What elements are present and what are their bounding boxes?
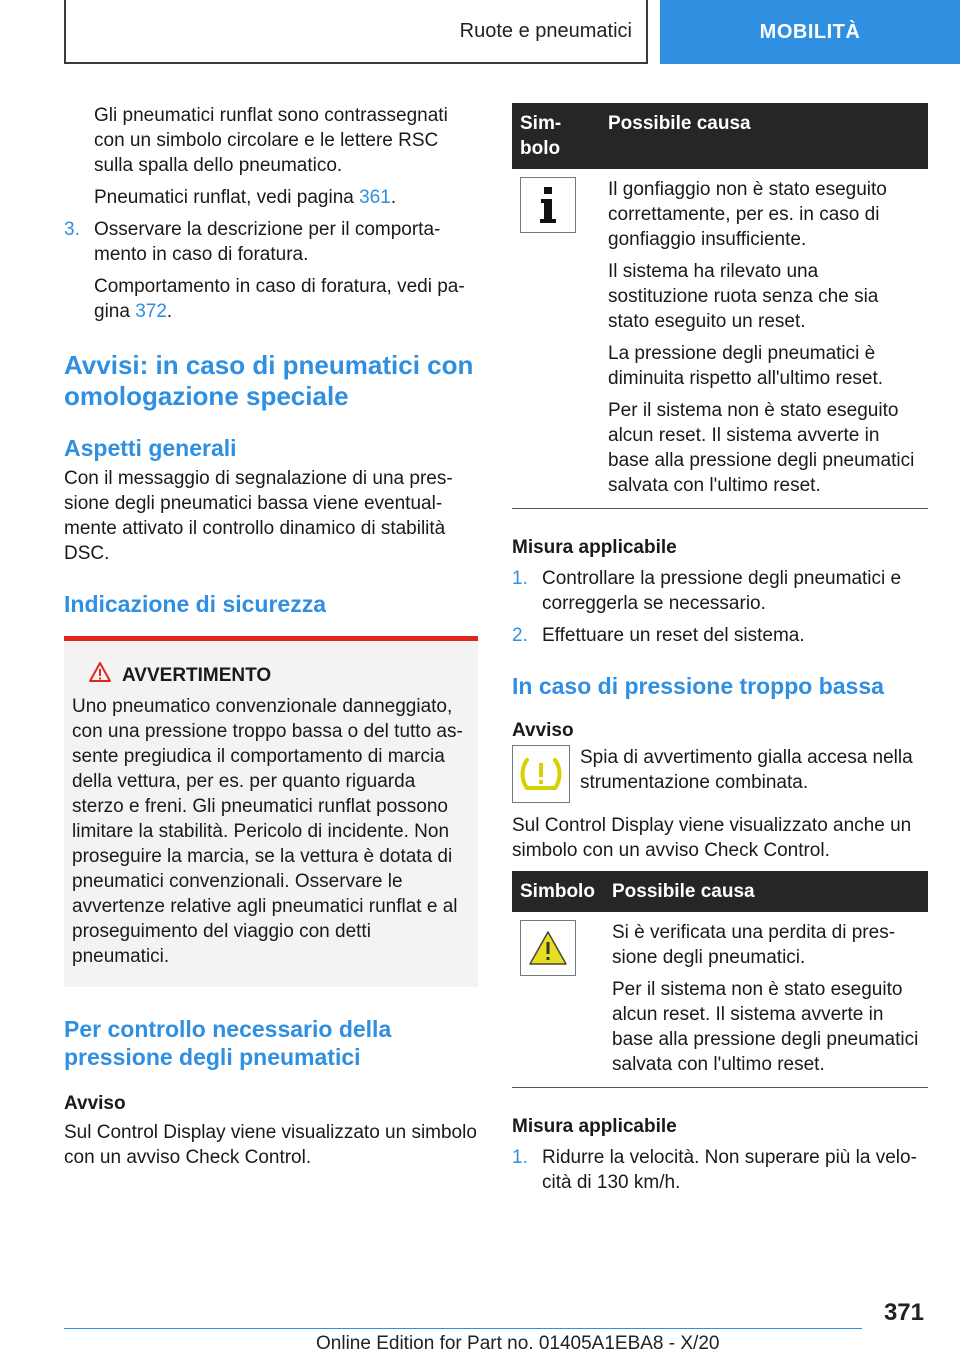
left-column [64,103,478,1170]
cause-table-1 [512,103,928,509]
list-item [512,623,928,648]
measure-title: Misura applicabile [512,1116,677,1137]
cause-text: Per il sistema non è stato eseguito alcun reset. Il sistema avverte in base alla pressione degli pneumatici salvata con l'ultimo reset. [612,979,919,1075]
general-text: Con il messaggio di segnalazione di una pressione degli pneumatici bassa viene eventualmente attivato il controllo dinamico di stabilità DSC. [64,468,453,564]
section-title: Ruote e pneumatici [459,19,632,42]
warning-triangle-icon [88,661,112,690]
warning-text: Uno pneumatico convenzionale danneggiato, con una pressione troppo bassa o del tutto assente pregiudica il comportamento di marcia della vettura, per es. per quanto riguarda sterzo e freni. Gli pneumatici runflat possono limitare la stabilità. Pericolo di incidente. Non proseguire la marcia, se la vettura è dotata di pneumatici convenzionali. Osservare le avvertenze relative agli pneumatici runflat e al proseguimento del viaggio con detti pneumatici. [72,696,463,967]
table-header-symbol: Simbolo [512,871,604,912]
puncture-reference: Comportamento in caso di foratura, vedi pagina 372. [94,276,465,322]
heading-safety: Indicazione di sicurezza [64,591,327,617]
cause-text: Si è verificata una perdita di pressione degli pneumatici. [612,922,896,968]
cause-text: La pressione degli pneumatici è diminuita rispetto all'ultimo reset. [608,343,884,389]
list-item [512,1145,928,1195]
list-text: Osservare la descrizione per il comportamento in caso di foratura. [94,219,441,265]
avviso-label: Avviso [512,720,574,741]
avviso-label: Avviso [64,1093,126,1114]
list-number: 1. [512,1147,528,1168]
list-number: 3. [64,219,80,240]
footer-edition: Online Edition for Part no. 01405A1EBA8 - X/20 [316,1333,720,1354]
chapter-title: MOBILITÀ [759,20,861,43]
warning-title-row [72,661,470,690]
list-text: Controllare la pressione degli pneumatici e correggerla se necessario. [542,568,902,614]
table-row [512,169,928,509]
cause-text: Il sistema ha rilevato una sostituzione ruota senza che sia stato eseguito un reset. [608,261,879,332]
list-number: 2. [512,625,528,646]
tyre-pressure-lamp-icon [512,745,570,803]
list-number: 1. [512,568,528,589]
list-item [64,217,478,267]
measure-title: Misura applicabile [512,537,677,558]
list-text: Ridurre la velocità. Non superare più la velocità di 130 km/h. [542,1147,917,1193]
heading-general: Aspetti generali [64,435,237,461]
cause-text: Il gonfiaggio non è stato eseguito correttamente, per es. in caso di gonfiaggio insufficiente. [608,179,887,250]
heading-special-tyres: Avvisi: in caso di pneumatici con omologazione speciale [64,350,474,411]
right-column [512,103,928,1195]
heading-low-pressure: In caso di pressione troppo bassa [512,673,884,699]
runflat-reference: Pneumatici runflat, vedi pagina 361. [94,187,397,208]
footer-divider [64,1328,862,1329]
avviso-text: Sul Control Display viene visualizzato un simbolo con un avviso Check Control. [64,1122,477,1168]
chapter-tab[interactable] [660,0,960,64]
info-icon [520,177,576,233]
list-item [512,566,928,616]
lamp-row [512,745,928,803]
warning-box [64,636,478,987]
page-number: 371 [883,1299,924,1326]
lamp-text: Spia di avvertimento gialla accesa nella strumentazione combinata. [580,747,913,793]
table-row [512,912,928,1088]
heading-pressure-check: Per controllo necessario della pressione degli pneumatici [64,1016,392,1070]
section-header [64,0,648,64]
page-link-372[interactable]: 372 [135,301,167,322]
page-link-361[interactable]: 361 [359,187,391,208]
list-text: Effettuare un reset del sistema. [542,625,805,646]
table-header-symbol: Simbolo [512,103,600,169]
table-header-cause: Possibile causa [600,103,928,169]
warning-triangle-icon [520,920,576,976]
cause-table-2 [512,871,928,1088]
cause-text: Per il sistema non è stato eseguito alcun reset. Il sistema avverte in base alla pressione degli pneumatici salvata con l'ultimo reset. [608,400,915,496]
runflat-marking-text: Gli pneumatici runflat sono contrassegnati con un simbolo circolare e le lettere RSC sulla spalla dello pneumatico. [94,105,448,176]
table-header-cause: Possibile causa [604,871,928,912]
display-text: Sul Control Display viene visualizzato anche un simbolo con un avviso Check Control. [512,815,912,861]
warning-title: AVVERTIMENTO [122,665,272,686]
